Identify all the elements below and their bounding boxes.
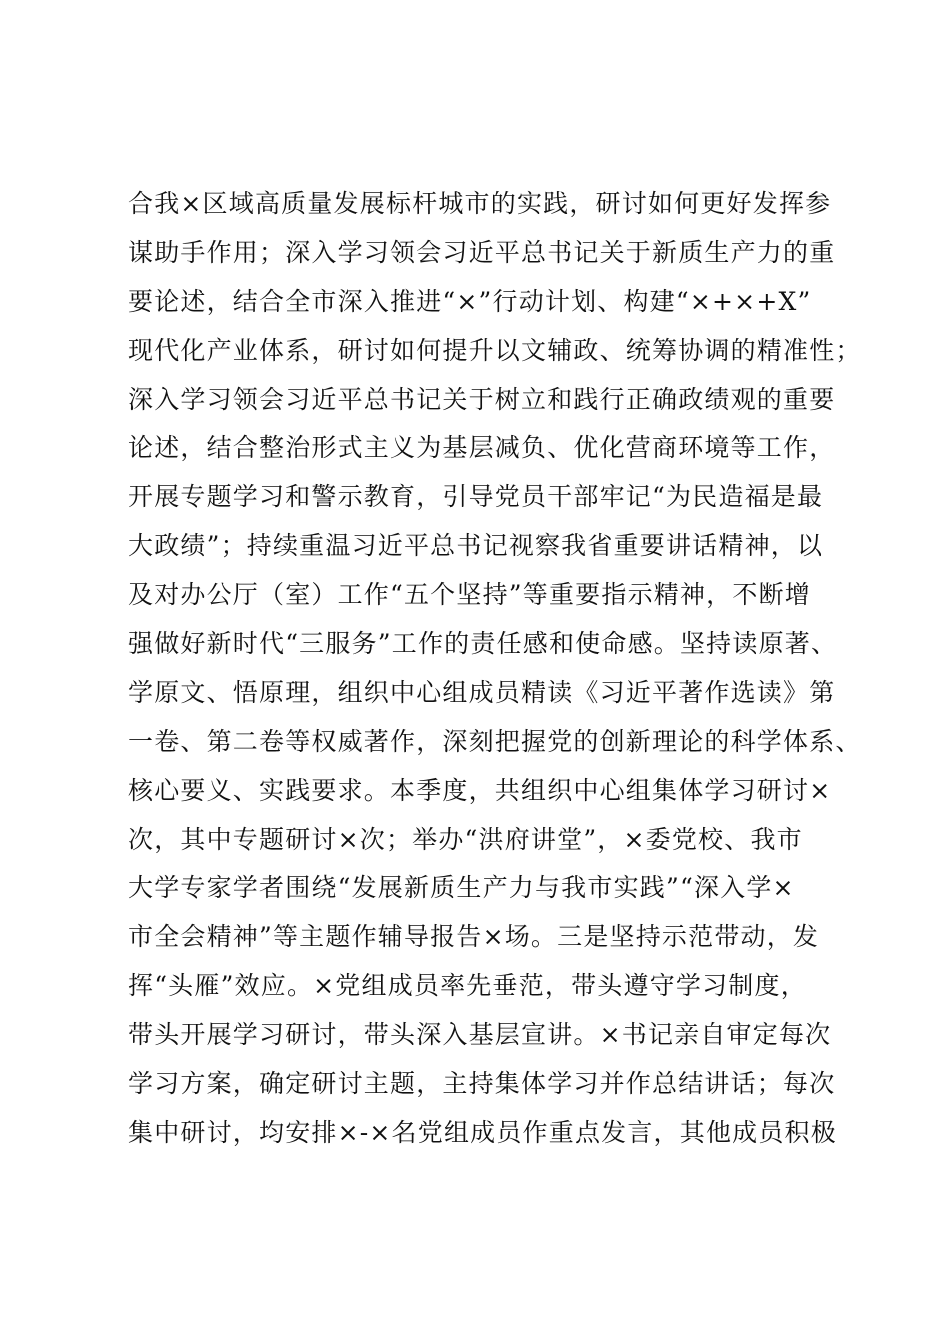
text-line: 一卷、第二卷等权威著作，深刻把握党的创新理论的科学体系、 (128, 726, 862, 756)
text-line: 强做好新时代“三服务”工作的责任感和使命感。坚持读原著、 (128, 629, 838, 659)
text-line: 合我×区域高质量发展标杆城市的实践，研讨如何更好发挥参 (128, 189, 832, 218)
text-line: 核心要义、实践要求。本季度，共组织中心组集体学习研讨× (128, 775, 832, 805)
text-line: 集中研讨，均安排×-×名党组成员作重点发言，其他成员积极 (128, 1117, 837, 1147)
text-line: 谋助手作用；深入学习领会习近平总书记关于新质生产力的重 (128, 237, 836, 267)
text-line: 学原文、悟原理，组织中心组成员精读《习近平著作选读》第 (128, 677, 836, 707)
text-line: 学习方案，确定研讨主题，主持集体学习并作总结讲话；每次 (128, 1069, 836, 1099)
text-line: 要论述，结合全市深入推进“×”行动计划、构建“×+×+X” (128, 286, 812, 316)
text-line: 挥“头雁”效应。×党组成员率先垂范，带头遵守学习制度， (128, 971, 807, 1001)
text-line: 深入学习领会习近平总书记关于树立和践行正确政绩观的重要 (128, 384, 836, 414)
text-line: 次，其中专题研讨×次；举办“洪府讲堂”，×委党校、我市 (128, 824, 803, 854)
text-line: 及对办公厅（室）工作“五个坚持”等重要指示精神，不断增 (128, 580, 811, 610)
text-line: 开展专题学习和警示教育，引导党员干部牢记“为民造福是最 (128, 482, 824, 512)
body-text (128, 180, 862, 1158)
text-line: 带头开展学习研讨，带头深入基层宣讲。×书记亲自审定每次 (128, 1020, 832, 1050)
text-line: 大学专家学者围绕“发展新质生产力与我市实践”“深入学× (128, 873, 795, 903)
text-line: 论述，结合整治形式主义为基层减负、优化营商环境等工作， (128, 433, 836, 463)
text-line: 市全会精神”等主题作辅导报告×场。三是坚持示范带动，发 (128, 922, 820, 952)
text-line: 现代化产业体系，研讨如何提升以文辅政、统筹协调的精准性； (128, 335, 862, 365)
text-line: 大政绩”；持续重温习近平总书记视察我省重要讲话精神，以 (128, 531, 824, 561)
